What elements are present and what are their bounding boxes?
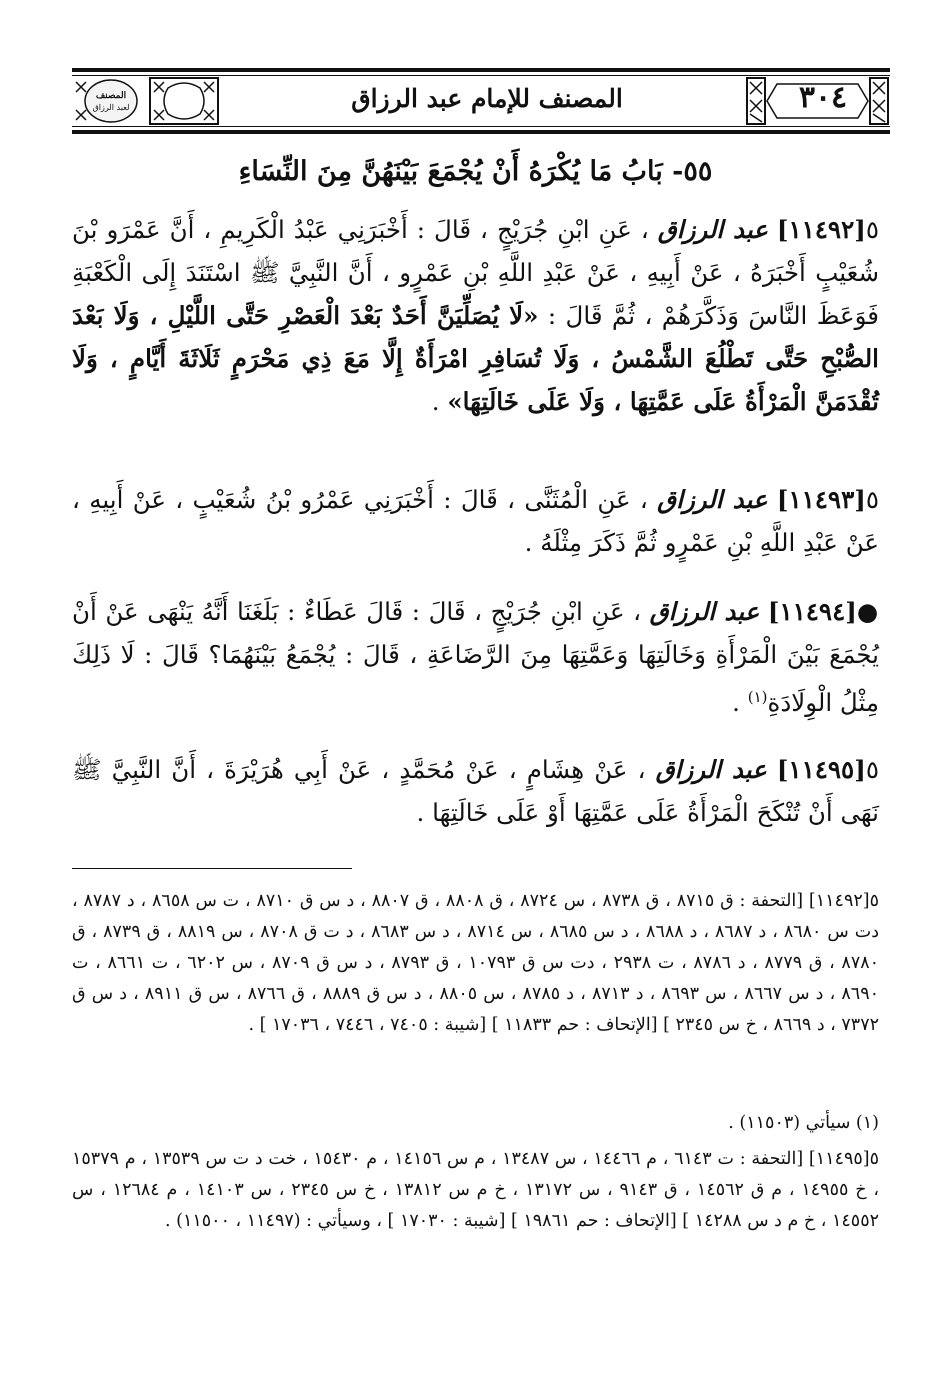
footnote-text: [١١٤٩٥] [التحفة : ت ٦١٤٣ ، م ١٤٤٦٦ ، س ١٣٤٨٧ ، م س ١٤١٥٦ ، م ١٥٤٣٠ ، خت د ت س ١٣٥٣٩ ، م ١٥٣٧٩ ، خ ١٤٩٥٥ ، م ق ١٤٥٦٢ ، ق ٩١٤٣ ، س ١٣١٧٢ ، خ م س ١٣٨١٢ ، خ س ٢٣٤٥ ، س ١٤١٠٣ ، م ١٢٦٨٤ ، س ١٤٥٥٢ ، خ م د س ١٤٢٨٨ ] [الإتحاف : حم ١٩٨٦١ ] [شيبة : ١٧٠٣٠ ] ، وسيأتي : (١١٤٩٧ ، ١١٥٠٠) . bbox=[72, 1149, 880, 1231]
hadith-source: عبد الرزاق bbox=[655, 755, 767, 784]
hadith-marker: ٥ bbox=[865, 215, 879, 244]
page-number: ٣٠٤ bbox=[798, 80, 848, 115]
hadith-text: ، عَنِ ابْنِ جُرَيْجٍ ، قَالَ : قَالَ عَطَاءٌ : بَلَغَنَا أَنَّهُ يَنْهَى عَنْ أَنْ يُجْمَعَ بَيْنَ الْمَرْأَةِ وَخَالَتِهَا وَعَمَّتِهَا مِنَ الرَّضَاعَةِ ، قَالَ : يُجْمَعُ بَيْنَهُمَا؟ قَالَ : لَا ذَلِكَ مِثْلُ الْوِلَادَةِ bbox=[72, 597, 879, 718]
footnote-takhrij bbox=[72, 886, 879, 1041]
hadith-source: عبد الرزاق bbox=[657, 215, 768, 244]
book-seal-logo bbox=[78, 74, 144, 128]
footnote-takhrij bbox=[72, 1144, 879, 1237]
hadith-text: ، عَنِ ابْنِ جُرَيْجٍ ، قَالَ : أَخْبَرَنِي عَبْدُ الْكَرِيمِ ، أَنَّ عَمْرَو بْنَ شُعَيْبٍ أَخْبَرَهُ ، عَنْ أَبِيهِ ، عَنْ عَبْدِ اللَّهِ بْنِ عَمْرٍو ، أَنَّ النَّبِيَّ ﷺ اسْتَنَدَ إِلَى الْكَعْبَةِ فَوَعَظَ النَّاسَ وَذَكَّرَهُمْ ، ثُمَّ قَالَ : bbox=[72, 215, 880, 330]
hadith-number: [١١٤٩٥] bbox=[776, 755, 866, 784]
hadith-entry bbox=[72, 208, 879, 423]
hadith-marker: ٥ bbox=[865, 485, 879, 514]
footnote-ref[interactable]: (١) bbox=[747, 688, 768, 706]
page-header bbox=[72, 68, 890, 134]
header-border-top bbox=[72, 68, 890, 72]
footnote-text: (١) سيأتي (١١٥٠٣) . bbox=[728, 1113, 879, 1133]
hadith-text: ، عَنِ الْمُثَنَّى ، قَالَ : أَخْبَرَنِي عَمْرُو بْنُ شُعَيْبٍ ، عَنْ أَبِيهِ ، عَنْ عَبْدِ اللَّهِ بْنِ عَمْرٍو ثُمَّ ذَكَرَ مِثْلَهُ . bbox=[72, 485, 879, 557]
hadith-quote: «لَا يُصَلِّيَنَّ أَحَدٌ بَعْدَ الْعَصْرِ حَتَّى اللَّيْلِ ، وَلَا بَعْدَ الصُّبْحِ حَتَّى تَطْلُعَ الشَّمْسُ ، وَلَا تُسَافِرِ امْرَأَةٌ إِلَّا مَعَ ذِي مَحْرَمٍ ثَلَاثَةَ أَيَّامٍ ، وَلَا تُقْدَمَنَّ الْمَرْأَةُ عَلَى عَمَّتِهَا ، وَلَا عَلَى خَالَتِهَا» bbox=[72, 301, 879, 416]
svg-text:لعبد الرزاق: لعبد الرزاق bbox=[92, 103, 130, 112]
footnote-marker: ٥ bbox=[869, 1149, 879, 1169]
hadith-marker: ● bbox=[856, 597, 879, 626]
hadith-number: [١١٤٩٢] bbox=[776, 215, 866, 244]
hadith-end: . bbox=[431, 387, 448, 416]
hadith-source: عبد الرزاق bbox=[657, 485, 768, 514]
hadith-text: ، عَنْ هِشَامٍ ، عَنْ مُحَمَّدٍ ، عَنْ أَبِي هُرَيْرَةَ ، أَنَّ النَّبِيَّ ﷺ نَهَى أَنْ تُنْكَحَ الْمَرْأَةُ عَلَى عَمَّتِهَا أَوْ عَلَى خَالَتِهَا . bbox=[72, 755, 879, 827]
svg-text:المصنف: المصنف bbox=[95, 91, 127, 101]
hadith-marker: ٥ bbox=[865, 755, 879, 784]
footnote-note bbox=[72, 1108, 879, 1139]
header-border-bottom bbox=[72, 130, 890, 134]
hadith-end: . bbox=[732, 688, 748, 718]
hadith-entry bbox=[72, 478, 879, 564]
running-title: المصنف للإمام عبد الرزاق bbox=[351, 84, 623, 113]
hadith-entry bbox=[72, 590, 879, 724]
footnote-marker: ٥ bbox=[869, 891, 879, 911]
hadith-number: [١١٤٩٤] bbox=[767, 597, 857, 626]
hadith-source: عبد الرزاق bbox=[649, 597, 760, 626]
hadith-number: [١١٤٩٣] bbox=[776, 485, 866, 514]
footnote-text: [١١٤٩٢] [التحفة : ق ٨٧١٥ ، ق ٨٧٣٨ ، س ٨٧٢٤ ، ق ٨٨٠٨ ، ق ٨٨٠٧ ، د س ق ٨٧١٠ ، ت س ٨٦٥٨ ، د ٨٧٨٧ ، دت س ٨٦٨٠ ، د ٨٦٨٧ ، د ٨٦٨٨ ، د س ٨٦٨٥ ، س ٨٧١٤ ، د س ٨٦٨٣ ، د ت ق ٨٧٠٨ ، س ٨٨١٩ ، ق ٨٧٣٩ ، ق ٨٧٨٠ ، ق ٨٧٧٩ ، د ٨٧٨٦ ، ت ٢٩٣٨ ، دت س ق ١٠٧٩٣ ، ق ٨٧٩٣ ، د س ق ٨٧٠٩ ، س ٦٢٠٢ ، ت ٨٦٦١ ، ت ٨٦٩٠ ، د س ٨٦٦٧ ، س ٨٦٩٣ ، د ٨٧١٣ ، د ٨٧٨٥ ، س ٨٨٠٥ ، د س ق ٨٨٨٩ ، ق ٨٧٦٦ ، س ق ٨٩١١ ، د س ق ٧٣٧٢ ، د ٨٦٦٩ ، خ س ٢٣٤٥ ] [الإتحاف : حم ١١٨٣٣ ] [شيبة : ٧٤٠٥ ، ٧٤٤٦ ، ١٧٠٣٦ ] . bbox=[72, 891, 880, 1035]
hadith-entry bbox=[72, 748, 879, 834]
chapter-title: ٥٥- بَابُ مَا يُكْرَهُ أَنْ يُجْمَعَ بَيْنَهُنَّ مِنَ النِّسَاءِ bbox=[238, 156, 713, 187]
footnote-divider bbox=[72, 868, 352, 869]
